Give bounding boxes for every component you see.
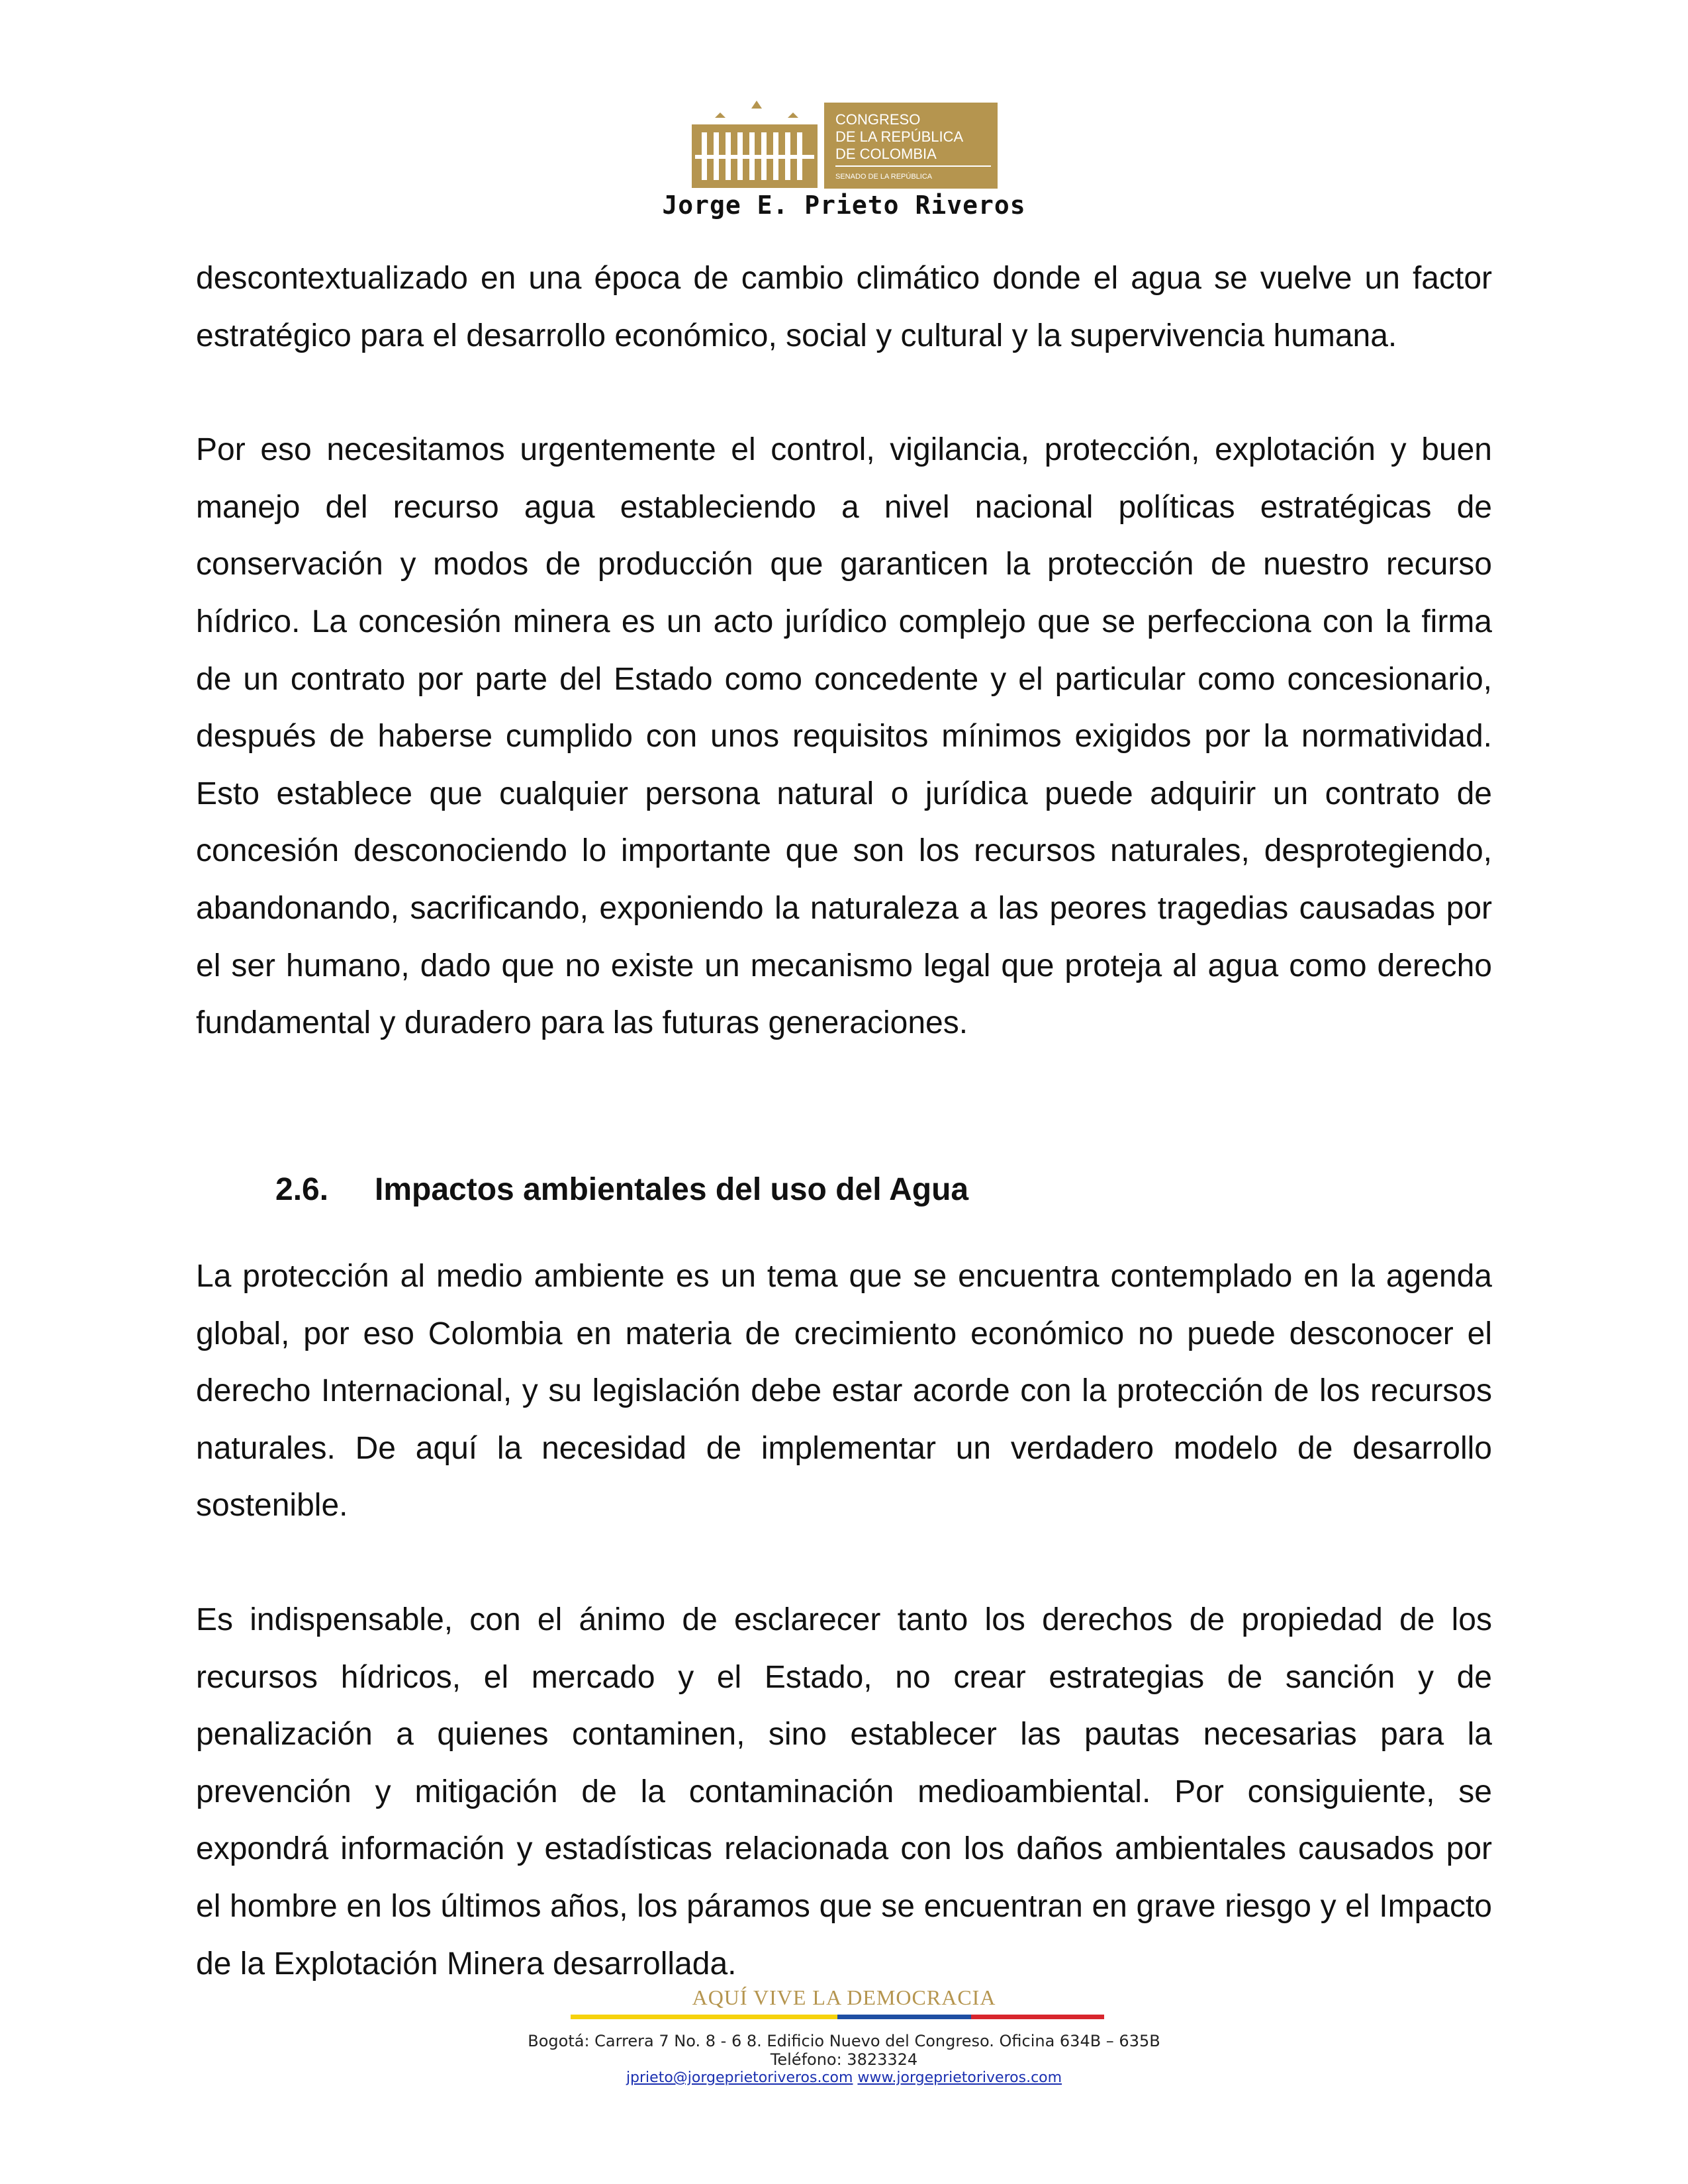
address-line: Bogotá: Carrera 7 No. 8 - 6 8. Edificio Nuevo del Congreso. Oficina 634B – 635B — [528, 2032, 1160, 2050]
logo-line-1: CONGRESO — [835, 111, 921, 128]
logo-line-2: DE LA REPÚBLICA — [835, 128, 964, 145]
body-text — [196, 250, 1492, 1052]
footer-address — [0, 2032, 1688, 2069]
section-title: Impactos ambientales del uso del Agua — [375, 1172, 969, 1207]
senator-name: Jorge E. Prieto Riveros — [662, 191, 1026, 220]
logo-line-3: DE COLOMBIA — [835, 146, 937, 162]
capitol-emblem-icon — [692, 101, 818, 188]
section-paragraph-1: La protección al medio ambiente es un tema que se encuentra contemplado en la agenda global, por eso Colombia en materia de crecimiento económico no puede desconocer el derecho Internacional, y su legislación debe estar acorde con la protección de los recursos naturales. De aquí la necesidad de implementar un verdadero modelo de desarrollo sostenible. — [196, 1259, 1492, 1524]
phone-line: Teléfono: 3823324 — [770, 2050, 918, 2069]
flag-stripe-blue — [837, 2015, 971, 2019]
section-number: 2.6. — [275, 1172, 329, 1207]
email-link[interactable]: jprieto@jorgeprietoriveros.com — [626, 2070, 853, 2086]
section-heading — [275, 1161, 968, 1218]
website-link[interactable]: www.jorgeprietoriveros.com — [857, 2070, 1062, 2086]
section-body — [196, 1248, 1492, 1993]
paragraph-2: Por eso necesitamos urgentemente el control, vigilancia, protección, explotación y buen manejo del recurso agua estableciendo a nivel nacional políticas estratégicas de conservación y modos de producción que garanticen la protección de nuestro recurso hídrico. La concesión minera es un acto jurídico complejo que se perfecciona con la firma de un contrato por parte del Estado como concedente y el particular como concesionario, después de haberse cumplido con unos requisitos mínimos exigidos por la normatividad. Esto establece que cualquier persona natural o jurídica puede adquirir un contrato de concesión desconociendo lo importante que son los recursos naturales, desprotegiendo, abandonando, sacrificando, exponiendo la naturaleza a las peores tragedias causadas por el ser humano, dado que no existe un mecanismo legal que proteja al agua como derecho fundamental y duradero para las futuras generaciones. — [196, 432, 1492, 1041]
section-paragraph-2: Es indispensable, con el ánimo de esclarecer tanto los derechos de propiedad de los recursos hídricos, el mercado y el Estado, no crear estrategias de sanción y de penalización a quienes contaminen, sino establecer las pautas necesarias para la prevención y mitigación de la contaminación medioambiental. Por consiguiente, se expondrá información y estadísticas relacionada con los daños ambientales causados por el hombre en los últimos años, los páramos que se encuentran en grave riesgo y el Impacto de la Explotación Minera desarrollada. — [196, 1602, 1492, 1981]
flag-stripe-yellow — [571, 2015, 837, 2019]
congreso-logo — [688, 99, 1000, 192]
paragraph-1: descontextualizado en una época de cambio climático donde el agua se vuelve un factor estratégico para el desarrollo económico, social y cultural y la supervivencia humana. — [196, 261, 1492, 353]
footer-links — [0, 2069, 1688, 2087]
flag-stripe-red — [971, 2015, 1105, 2019]
flag-stripe — [571, 2015, 1104, 2019]
footer-slogan: AQUÍ VIVE LA DEMOCRACIA — [692, 1985, 996, 2009]
logo-line-4: SENADO DE LA REPÚBLICA — [835, 173, 933, 181]
